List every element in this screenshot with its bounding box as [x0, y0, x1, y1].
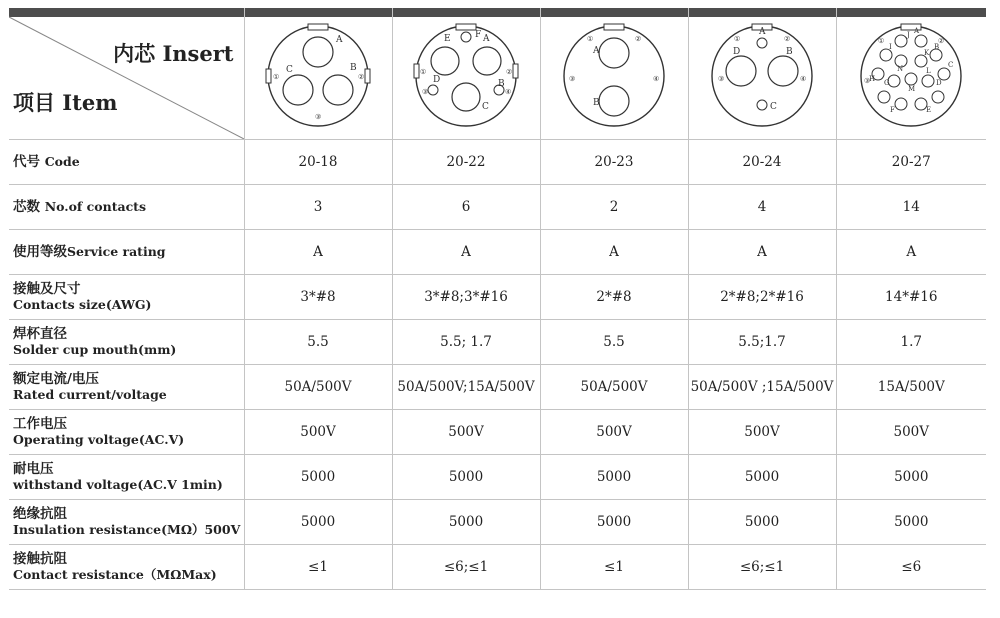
key-mark: ③: [422, 87, 429, 96]
cell-value: 5000: [688, 455, 836, 500]
cell-value: ≤6;≤1: [392, 545, 540, 590]
cell-value: 5000: [392, 500, 540, 545]
header-row: [9, 8, 986, 140]
row-label: [9, 410, 244, 455]
cell-value: 50A/500V: [244, 365, 392, 410]
cell-value: 50A/500V: [540, 365, 688, 410]
row-label: [9, 230, 244, 275]
pin-letter: F: [475, 29, 482, 40]
key-mark: ②: [784, 34, 791, 43]
label-en: Code: [44, 154, 80, 169]
pin-letter: E: [444, 33, 451, 44]
label-cn: 工作电压: [13, 415, 67, 432]
pin-letter: D: [733, 46, 741, 57]
cell-value: A: [688, 230, 836, 275]
cell-value: ≤1: [244, 545, 392, 590]
cell-value: 2*#8: [540, 275, 688, 320]
pin-letter: A: [336, 34, 343, 45]
label-en: withstand voltage(AC.V 1min): [13, 476, 223, 492]
row-label: [9, 185, 244, 230]
cell-value: A: [392, 230, 540, 275]
cell-value: 20-27: [836, 140, 986, 185]
label-cn: 额定电流/电压: [13, 370, 99, 387]
key-mark: ③: [718, 74, 725, 83]
row-label: [9, 140, 244, 185]
cell-value: 5.5; 1.7: [392, 320, 540, 365]
cell-value: 5000: [688, 500, 836, 545]
cell-value: 5000: [244, 455, 392, 500]
pin-letter: F: [890, 105, 896, 114]
cell-value: 20-18: [244, 140, 392, 185]
label-cn: 接触及尺寸: [13, 280, 81, 297]
pin-letter: L: [926, 66, 931, 75]
pin-letter: I: [889, 42, 893, 51]
key-mark: ④: [800, 74, 807, 83]
label-en: Operating voltage(AC.V): [13, 431, 185, 447]
pin-letter: G: [884, 78, 890, 87]
row-solder-cup: [9, 320, 986, 365]
pin-letter: B: [350, 62, 357, 73]
cell-value: 3: [244, 185, 392, 230]
cell-value: A: [540, 230, 688, 275]
insert-diagram-cell-20-27: [836, 8, 986, 140]
label-en: Rated current/voltage: [13, 386, 167, 402]
pin-letter: B: [498, 78, 505, 89]
pin-letter: C: [770, 101, 777, 112]
key-mark: ①: [878, 36, 885, 45]
cell-value: 14: [836, 185, 986, 230]
pin-letter: C: [286, 64, 293, 75]
row-contacts: [9, 185, 986, 230]
cell-value: 5000: [392, 455, 540, 500]
insert-diagram-20-27: [856, 19, 966, 129]
label-en: Insulation resistance(MΩ）500V: [13, 521, 241, 537]
pin-letter: M: [908, 84, 916, 93]
pin-letter: H: [869, 74, 876, 83]
row-code: [9, 140, 986, 185]
cell-value: 500V: [244, 410, 392, 455]
pin-letter: J: [907, 30, 911, 39]
cell-value: 1.7: [836, 320, 986, 365]
cell-value: 2*#8;2*#16: [688, 275, 836, 320]
pin-letter: C: [482, 101, 489, 112]
pin-letter: B: [786, 46, 793, 57]
cell-value: 50A/500V;15A/500V: [392, 365, 540, 410]
cell-value: 2: [540, 185, 688, 230]
key-mark: ③: [315, 112, 322, 121]
key-mark: ①: [420, 67, 427, 76]
pin-letter: A: [483, 33, 490, 44]
spec-table: [9, 8, 986, 590]
row-label: [9, 275, 244, 320]
row-withstand-voltage: [9, 455, 986, 500]
row-label: [9, 365, 244, 410]
cell-value: 5.5;1.7: [688, 320, 836, 365]
insert-diagram-cell-20-24: [688, 8, 836, 140]
label-en: Contact resistance（MΩMax): [13, 566, 217, 582]
insert-header-label: 内芯 Insert: [113, 41, 234, 66]
label-en: No.of contacts: [44, 199, 146, 214]
key-mark: ①: [273, 72, 280, 81]
label-cn: 代号: [13, 154, 40, 170]
cell-value: 4: [688, 185, 836, 230]
key-mark: ①: [587, 34, 594, 43]
row-label: [9, 455, 244, 500]
cell-value: ≤6: [836, 545, 986, 590]
cell-value: 6: [392, 185, 540, 230]
label-cn: 芯数: [13, 199, 40, 215]
cell-value: 20-24: [688, 140, 836, 185]
pin-letter: C: [948, 60, 954, 69]
insert-diagram-cell-20-22: [392, 8, 540, 140]
cell-value: 500V: [392, 410, 540, 455]
key-mark: ②: [635, 34, 642, 43]
cell-value: 20-23: [540, 140, 688, 185]
key-mark: ②: [358, 72, 365, 81]
pin-letter: A: [914, 26, 920, 35]
cell-value: 3*#8: [244, 275, 392, 320]
cell-value: 500V: [540, 410, 688, 455]
row-rated-current: [9, 365, 986, 410]
label-cn: 焊杯直径: [13, 325, 67, 342]
cell-value: 5.5: [540, 320, 688, 365]
cell-value: 50A/500V ;15A/500V: [688, 365, 836, 410]
cell-value: 500V: [836, 410, 986, 455]
pin-letter: A: [593, 45, 600, 56]
diagonal-line: [9, 8, 244, 139]
row-label: [9, 320, 244, 365]
insert-diagram-20-23: [559, 19, 669, 129]
pin-letter: K: [924, 48, 930, 57]
label-cn: 绝缘抗阻: [13, 505, 67, 522]
pin-letter: E: [926, 105, 932, 114]
cell-value: 5000: [836, 455, 986, 500]
corner-cell: [9, 8, 244, 140]
key-mark: ④: [505, 87, 512, 96]
pin-letter: N: [897, 64, 904, 73]
insert-diagram-cell-20-18: [244, 8, 392, 140]
key-mark: ②: [506, 67, 513, 76]
cell-value: A: [244, 230, 392, 275]
label-cn: 接触抗阻: [13, 550, 67, 567]
cell-value: 5000: [540, 500, 688, 545]
label-en: Service rating: [67, 244, 166, 259]
label-cn: 使用等级: [13, 244, 67, 260]
cell-value: 500V: [688, 410, 836, 455]
key-mark: ③: [569, 74, 576, 83]
insert-diagram-20-24: [707, 19, 817, 129]
label-en: Solder cup mouth(mm): [13, 341, 177, 357]
pin-letter: D: [433, 74, 441, 85]
row-operating-voltage: [9, 410, 986, 455]
label-cn: 耐电压: [13, 460, 54, 477]
cell-value: 5000: [244, 500, 392, 545]
row-contact-resistance: [9, 545, 986, 590]
cell-value: A: [836, 230, 986, 275]
cell-value: 5000: [540, 455, 688, 500]
key-mark: ②: [938, 36, 945, 45]
insert-diagram-20-18: [263, 19, 373, 129]
insert-diagram-20-22: [411, 19, 521, 129]
key-mark: ③: [864, 76, 871, 85]
cell-value: ≤1: [540, 545, 688, 590]
cell-value: ≤6;≤1: [688, 545, 836, 590]
pin-letter: A: [759, 26, 766, 37]
item-header-label: 项目 Item: [13, 90, 118, 115]
cell-value: 15A/500V: [836, 365, 986, 410]
row-service-rating: [9, 230, 986, 275]
insert-diagram-cell-20-23: [540, 8, 688, 140]
cell-value: 3*#8;3*#16: [392, 275, 540, 320]
row-label: [9, 545, 244, 590]
row-insulation-resistance: [9, 500, 986, 545]
cell-value: 20-22: [392, 140, 540, 185]
label-en: Contacts size(AWG): [13, 296, 152, 312]
row-contact-size: [9, 275, 986, 320]
pin-letter: B: [593, 97, 600, 108]
row-label: [9, 500, 244, 545]
cell-value: 14*#16: [836, 275, 986, 320]
pin-letter: B: [934, 42, 940, 51]
key-mark: ④: [653, 74, 660, 83]
cell-value: 5000: [836, 500, 986, 545]
pin-letter: D: [936, 78, 942, 87]
key-mark: ①: [734, 34, 741, 43]
cell-value: 5.5: [244, 320, 392, 365]
